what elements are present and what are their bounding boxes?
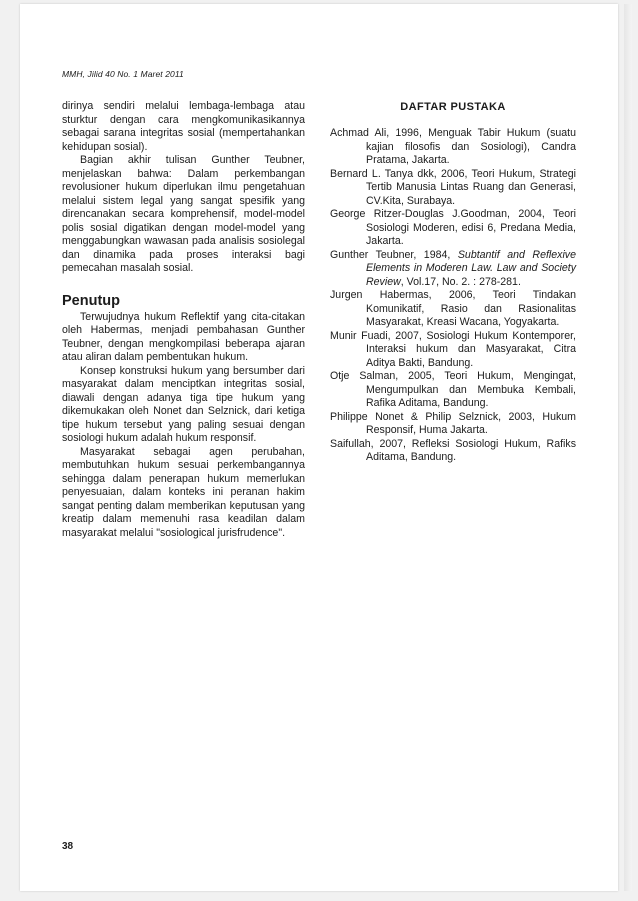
reference-text: , Vol.17, No. 2. : 278-281. [400,275,521,288]
reference-entry: George Ritzer-Douglas J.Goodman, 2004, Teori Sosiologi Moderen, edisi 6, Predana Media, Jakarta. [330,208,576,247]
reference-entry: Otje Salman, 2005, Teori Hukum, Mengingat, Mengumpulkan dan Membuka Kembali, Rafika Aditama, Bandung. [330,370,576,409]
running-head: MMH, Jilid 40 No. 1 Maret 2011 [62,69,184,79]
page-number: 38 [62,841,74,852]
body-paragraph: dirinya sendiri melalui lembaga-lembaga atau sturktur dengan cara mengkomunikasikannya sebagai sarana integritas sosial (mempertahankan kehidupan sosial). [62,100,305,153]
left-column [62,100,305,540]
page-edge-shadow [624,4,632,891]
body-paragraph: Bagian akhir tulisan Gunther Teubner, menjelaskan bahwa: Dalam perkembangan revolusioner hukum diperlukan ilmu pengetahuan melalui sistem legal yang sangat spesifik yang direncanakan secara komprehensif, model-model polis sosial digatikan dengan model-model yang menggabungkan wawasan pada analisis sosiolegal dan dinamika pada proses interaksi bagi pemecahan masalah sosial. [62,154,305,274]
body-paragraph: Masyarakat sebagai agen perubahan, membutuhkan hukum sesuai perkembangannya sehingga dalam penerapan hukum memerlukan penyesuaian, dalam konteks ini peranan hakim sangat penting dalam memberikan keputusan yang kreatip dalam memenuhi rasa keadilan dalam masyarakat melalui "sosiological jurisfrudence". [62,445,305,539]
reference-entry [330,249,576,290]
reference-entry: Munir Fuadi, 2007, Sosiologi Hukum Kontemporer, Interaksi hukum dan Masyarakat, Citra Aditya Bakti, Bandung. [330,329,576,369]
reference-entry: Achmad Ali, 1996, Menguak Tabir Hukum (suatu kajian filosofis dan Sosiologi), Candra Pratama, Jakarta. [330,127,576,166]
reference-italic-title: Subtantif and Reflexive Elements in Moderen Law. Law and Society Review [366,248,576,288]
body-paragraph: Konsep konstruksi hukum yang bersumber dari masyarakat dalam menciptkan integritas sosial, diawali dengan adanya tiga tipe hukum yang dikemukakan oleh Nonet dan Selznick, dari ketiga tipe hukum tersebut yang paling sesuai dengan sosiologi hukum adalah hukum responsif. [62,364,305,444]
references-title: DAFTAR PUSTAKA [400,101,506,113]
body-paragraph: Terwujudnya hukum Reflektif yang cita-citakan oleh Habermas, menjadi pembahasan Gunther Teubner, dengan mengkompilasi beberapa ajaran atau aliran dalam pembentukan hukum. [62,310,305,363]
right-column [330,100,576,465]
reference-entry: Bernard L. Tanya dkk, 2006, Teori Hukum, Strategi Tertib Manusia Lintas Ruang dan Generasi, CV.Kita, Surabaya. [330,167,576,207]
reference-entry: Philippe Nonet & Philip Selznick, 2003, Hukum Responsif, Huma Jakarta. [330,410,576,436]
section-title-penutup: Penutup [62,292,120,309]
reference-entry: Saifullah, 2007, Refleksi Sosiologi Hukum, Rafiks Aditama, Bandung. [330,437,576,463]
reference-text: Gunther Teubner, 1984, [330,248,458,261]
reference-entry: Jurgen Habermas, 2006, Teori Tindakan Komunikatif, Rasio dan Rasionalitas Masyarakat, Kreasi Wacana, Yogyakarta. [330,289,576,328]
